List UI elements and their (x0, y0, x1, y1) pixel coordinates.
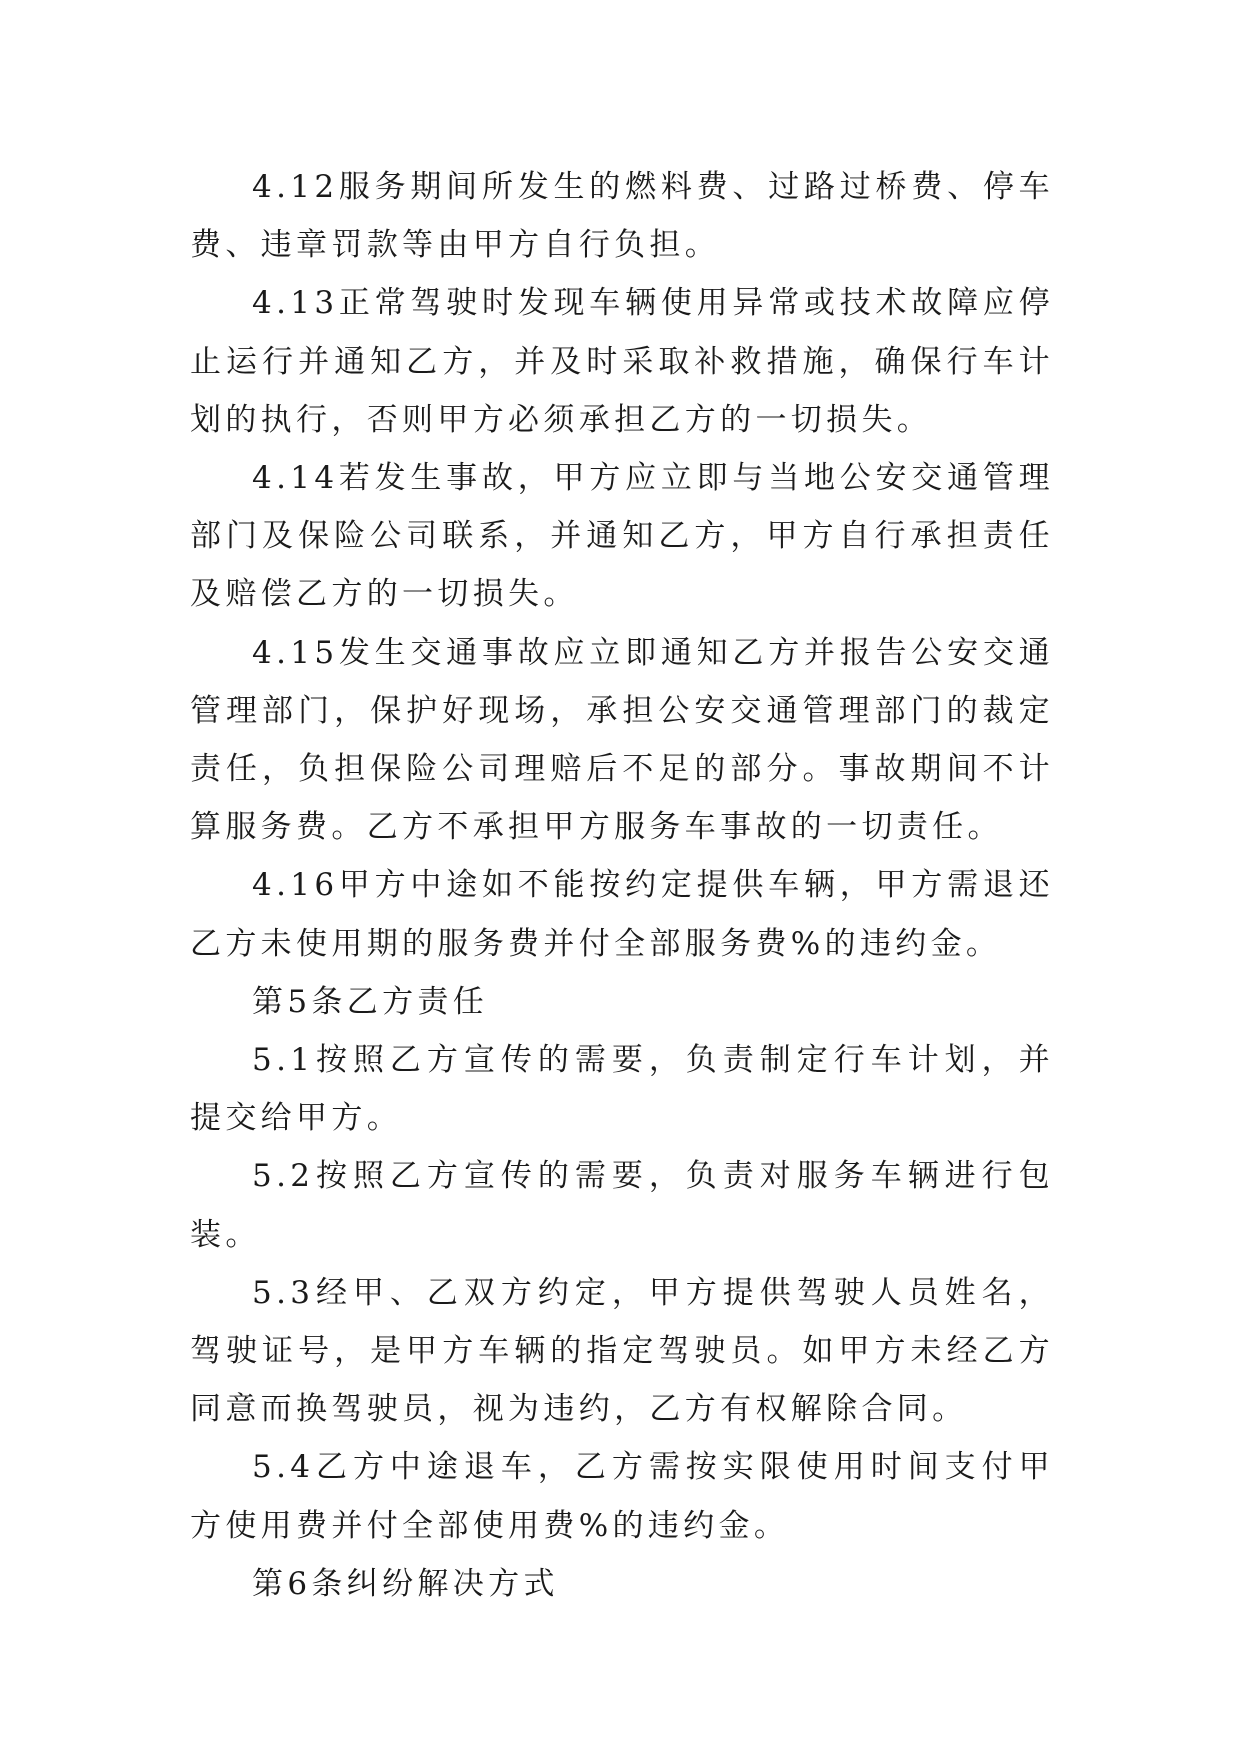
section-heading-5: 第5条乙方责任 (252, 983, 489, 1020)
clause-4-16: 4.16甲方中途如不能按约定提供车辆，甲方需退还乙方未使用期的服务费并付全部服务费%的违约金。 (190, 867, 1054, 962)
clause-5-3: 5.3经甲、乙双方约定，甲方提供驾驶人员姓名，驾驶证号，是甲方车辆的指定驾驶员。如甲方未经乙方同意而换驾驶员，视为违约，乙方有权解除合同。 (190, 1274, 1054, 1428)
clause-4-14: 4.14若发生事故，甲方应立即与当地公安交通管理部门及保险公司联系，并通知乙方，甲方自行承担责任及赔偿乙方的一切损失。 (190, 460, 1054, 613)
clause-5-4: 5.4乙方中途退车，乙方需按实限使用时间支付甲方使用费并付全部使用费%的违约金。 (190, 1449, 1054, 1544)
section-heading-6: 第6条纠纷解决方式 (252, 1565, 559, 1602)
clause-5-1: 5.1按照乙方宣传的需要，负责制定行车计划，并提交给甲方。 (190, 1042, 1054, 1137)
document-body (190, 158, 1054, 1613)
clause-4-12: 4.12服务期间所发生的燃料费、过路过桥费、停车费、违章罚款等由甲方自行负担。 (190, 169, 1054, 264)
clause-5-2: 5.2按照乙方宣传的需要，负责对服务车辆进行包装。 (190, 1158, 1054, 1253)
clause-4-15: 4.15发生交通事故应立即通知乙方并报告公安交通管理部门，保护好现场，承担公安交通管理部门的裁定责任，负担保险公司理赔后不足的部分。事故期间不计算服务费。乙方不承担甲方服务车事故的一切责任。 (190, 634, 1054, 846)
clause-4-13: 4.13正常驾驶时发现车辆使用异常或技术故障应停止运行并通知乙方，并及时采取补救措施，确保行车计划的执行，否则甲方必须承担乙方的一切损失。 (190, 285, 1054, 438)
